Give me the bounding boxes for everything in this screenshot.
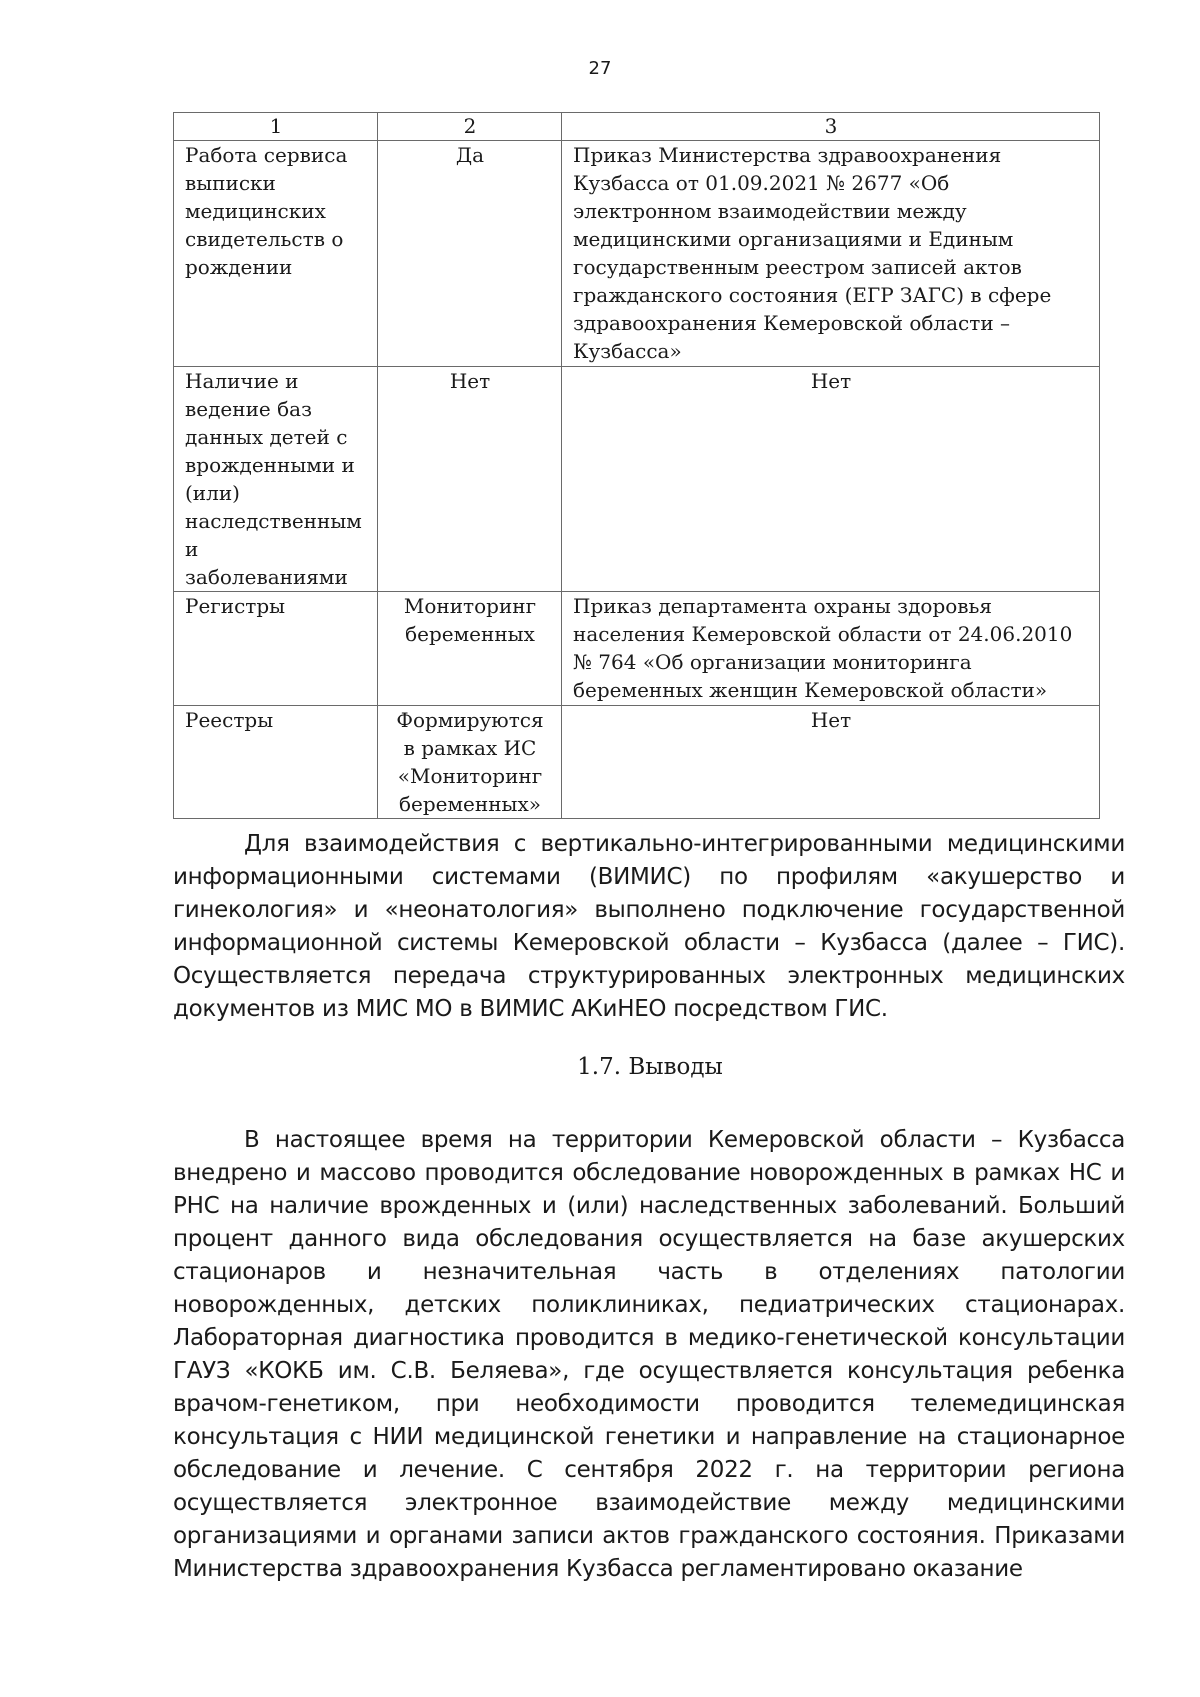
data-table — [173, 112, 1100, 819]
table-header-cell: 2 — [378, 113, 562, 141]
table-header-cell: 1 — [174, 113, 378, 141]
table-cell: Реестры — [174, 706, 378, 819]
table-cell: Мониторинг беременных — [378, 592, 562, 706]
table-cell: Да — [378, 141, 562, 367]
page-number: 27 — [588, 58, 612, 79]
table-cell: Нет — [378, 367, 562, 592]
table-row — [174, 592, 1100, 706]
table-row — [174, 367, 1100, 592]
table-cell: Работа сервиса выписки медицинских свидетельств о рождении — [174, 141, 378, 367]
table-cell: Формируются в рамках ИС «Мониторинг беременных» — [378, 706, 562, 819]
body-paragraph: В настоящее время на территории Кемеровской области – Кузбасса внедрено и массово проводится обследование новорожденных в рамках НС и РНС на наличие врожденных и (или) наследственных заболеваний. Больший процент данного вида обследования осуществляется на базе акушерских стационаров и незначительная часть в отделениях патологии новорожденных, детских поликлиниках, педиатрических стационарах. Лабораторная диагностика проводится в медико-генетической консультации ГАУЗ «КОКБ им. С.В. Беляева», где осуществляется консультация ребенка врачом-генетиком, при необходимости проводится телемедицинская консультация с НИИ медицинской генетики и направление на стационарное обследование и лечение. С сентября 2022 г. на территории региона осуществляется электронное взаимодействие между медицинскими организациями и органами записи актов гражданского состояния. Приказами Министерства здравоохранения Кузбасса регламентировано оказание — [173, 1127, 1125, 1582]
table-row — [174, 141, 1100, 367]
table-cell: Приказ Министерства здравоохранения Кузбасса от 01.09.2021 № 2677 «Об электронном взаимодействии между медицинскими организациями и Единым государственным реестром записей актов гражданского состояния (ЕГР ЗАГС) в сфере здравоохранения Кемеровской области – Кузбасса» — [562, 141, 1100, 367]
table-cell: Регистры — [174, 592, 378, 706]
table-row — [174, 706, 1100, 819]
table-cell: Нет — [562, 367, 1100, 592]
table-cell: Нет — [562, 706, 1100, 819]
table-cell: Наличие и ведение баз данных детей с врожденными и (или) наследственным и заболеваниями — [174, 367, 378, 592]
table-header-cell: 3 — [562, 113, 1100, 141]
table-header-row — [174, 113, 1100, 141]
body-paragraph: Для взаимодействия с вертикально-интегрированными медицинскими информационными системами (ВИМИС) по профилям «акушерство и гинекология» и «неонатология» выполнено подключение государственной информационной системы Кемеровской области – Кузбасса (далее – ГИС). Осуществляется передача структурированных электронных медицинских документов из МИС МО в ВИМИС АКиНЕО посредством ГИС. — [173, 831, 1125, 1022]
table-cell: Приказ департамента охраны здоровья населения Кемеровской области от 24.06.2010 № 764 «Об организации мониторинга беременных женщин Кемеровской области» — [562, 592, 1100, 706]
section-heading: 1.7. Выводы — [577, 1054, 723, 1080]
